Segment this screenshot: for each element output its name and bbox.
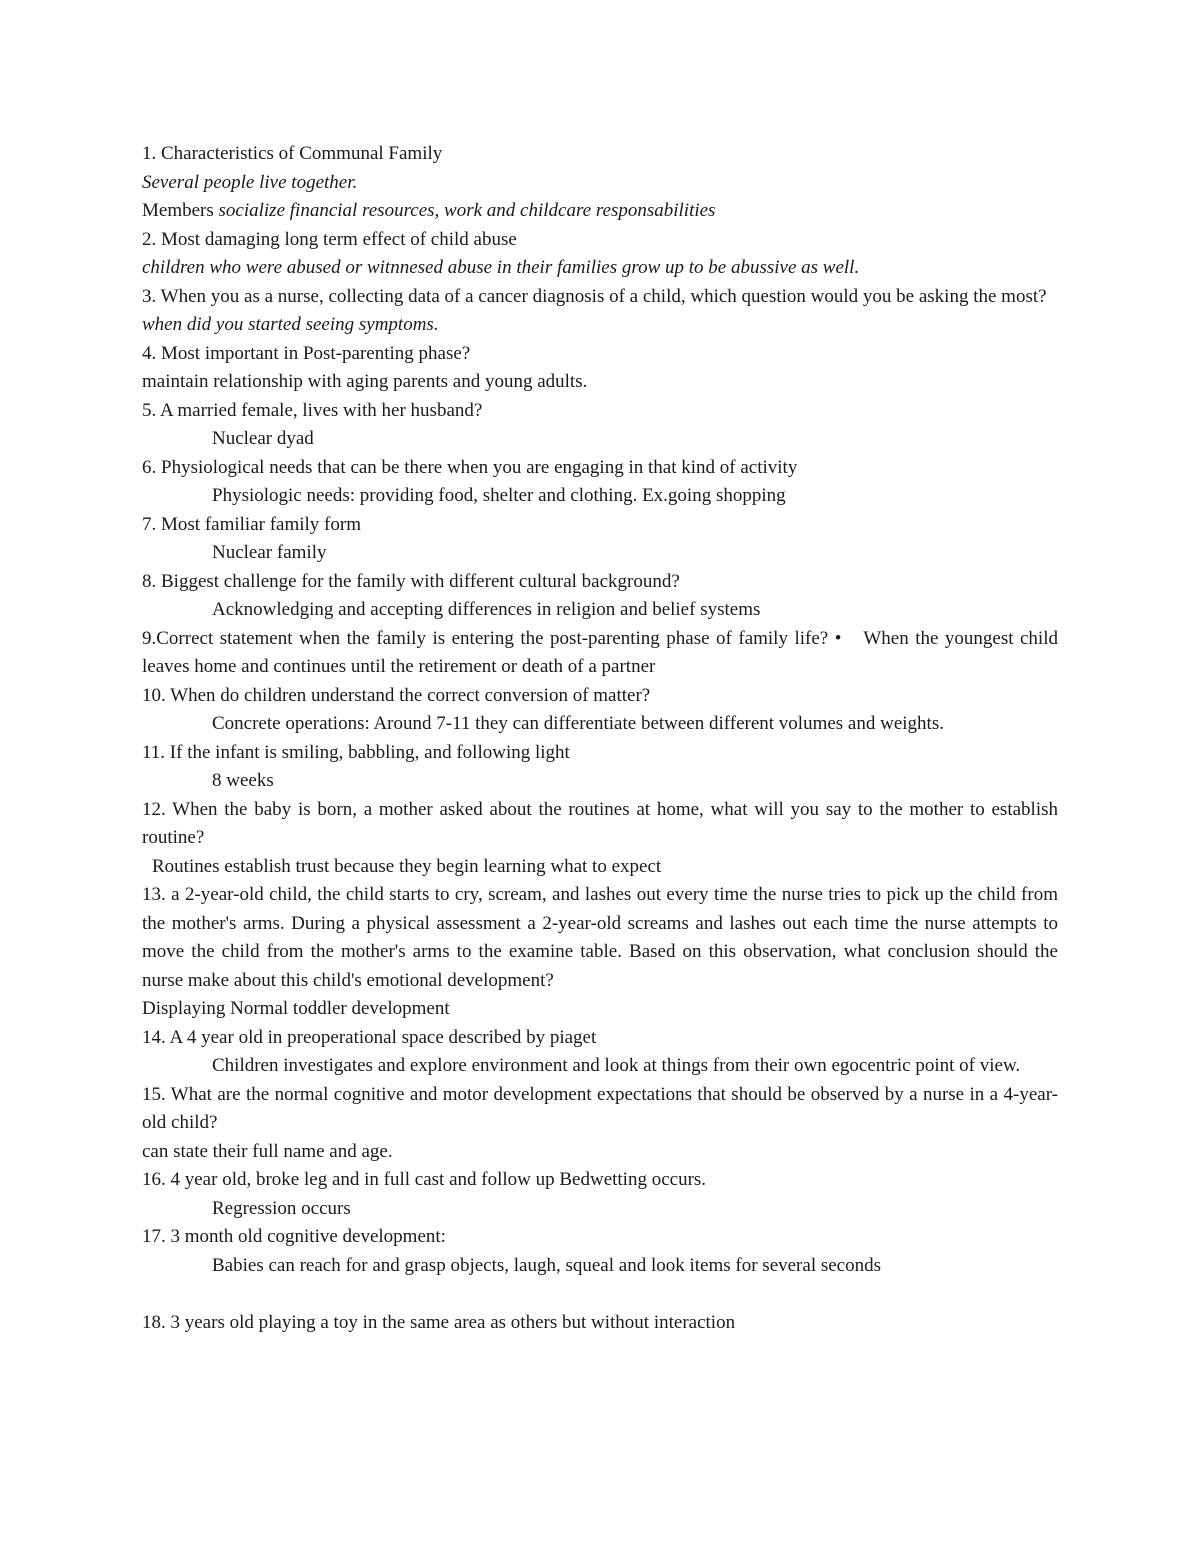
answer-12: Routines establish trust because they begin learning what to expect — [152, 855, 662, 877]
question-6: 6. Physiological needs that can be there when you are engaging in that kind of activity — [142, 456, 798, 478]
answer-11: 8 weeks — [212, 770, 274, 791]
answer-1-italic: socialize financial resources, work and childcare responsabilities — [218, 200, 716, 221]
document-page — [142, 140, 1058, 1337]
blank-line — [142, 1280, 1058, 1309]
question-11: 11. If the infant is smiling, babbling, and following light — [142, 741, 570, 763]
answer-1-line-2 — [142, 197, 1058, 226]
question-17: 17. 3 month old cognitive development: — [142, 1226, 446, 1247]
question-10: 10. When do children understand the correct conversion of matter? — [142, 684, 651, 706]
question-15: 15. What are the normal cognitive and motor development expectations that should be observed by a nurse in a 4-year-old child? — [142, 1083, 1058, 1133]
answer-9: When the youngest child leaves home and continues until the retirement or death of a partner — [142, 627, 1058, 677]
question-4: 4. Most important in Post-parenting phase? — [142, 342, 471, 364]
answer-1-line-1: Several people live together. — [142, 171, 358, 193]
question-2: 2. Most damaging long term effect of child abuse — [142, 228, 517, 250]
question-3: 3. When you as a nurse, collecting data of a cancer diagnosis of a child, which question would you be asking the most? — [142, 285, 1047, 307]
answer-5: Nuclear dyad — [212, 428, 314, 449]
question-12: 12. When the baby is born, a mother asked about the routines at home, what will you say to the mother to establish routine? — [142, 798, 1058, 848]
answer-1-prefix: Members — [142, 200, 219, 221]
question-14: 14. A 4 year old in preoperational space described by piaget — [142, 1026, 597, 1048]
question-9: 9.Correct statement when the family is entering the post-parenting phase of family life? • — [142, 627, 842, 649]
answer-4: maintain relationship with aging parents and young adults. — [142, 371, 588, 392]
answer-14: Children investigates and explore environment and look at things from their own egocentric point of view. — [212, 1055, 1021, 1076]
question-16: 16. 4 year old, broke leg and in full cast and follow up Bedwetting occurs. — [142, 1169, 707, 1190]
answer-17: Babies can reach for and grasp objects, laugh, squeal and look items for several seconds — [212, 1254, 881, 1276]
answer-10: Concrete operations: Around 7-11 they can differentiate between different volumes and weights. — [212, 713, 944, 734]
question-7: 7. Most familiar family form — [142, 513, 361, 535]
question-1: 1. Characteristics of Communal Family — [142, 143, 443, 164]
question-9-block — [142, 625, 1058, 682]
question-5: 5. A married female, lives with her husband? — [142, 399, 483, 421]
question-18: 18. 3 years old playing a toy in the same area as others but without interaction — [142, 1311, 736, 1333]
answer-16: Regression occurs — [212, 1197, 351, 1219]
answer-15: can state their full name and age. — [142, 1140, 393, 1162]
question-8: 8. Biggest challenge for the family with different cultural background? — [142, 570, 680, 592]
answer-7: Nuclear family — [212, 542, 327, 563]
answer-3: when did you started seeing symptoms. — [142, 314, 439, 335]
answer-2: children who were abused or witnnesed abuse in their families grow up to be abussive as well. — [142, 257, 860, 278]
answer-6: Physiologic needs: providing food, shelter and clothing. Ex.going shopping — [212, 485, 786, 506]
answer-8: Acknowledging and accepting differences in religion and belief systems — [212, 599, 761, 620]
question-13: 13. a 2-year-old child, the child starts to cry, scream, and lashes out every time the nurse tries to pick up the child from the mother's arms. During a physical assessment a 2-year-old screams and lashes out each time the nurse attempts to move the child from the mother's arms to the examine table. Based on this observation, what conclusion should the nurse make about this child's emotional development? — [142, 884, 1058, 991]
answer-13: Displaying Normal toddler development — [142, 998, 450, 1019]
